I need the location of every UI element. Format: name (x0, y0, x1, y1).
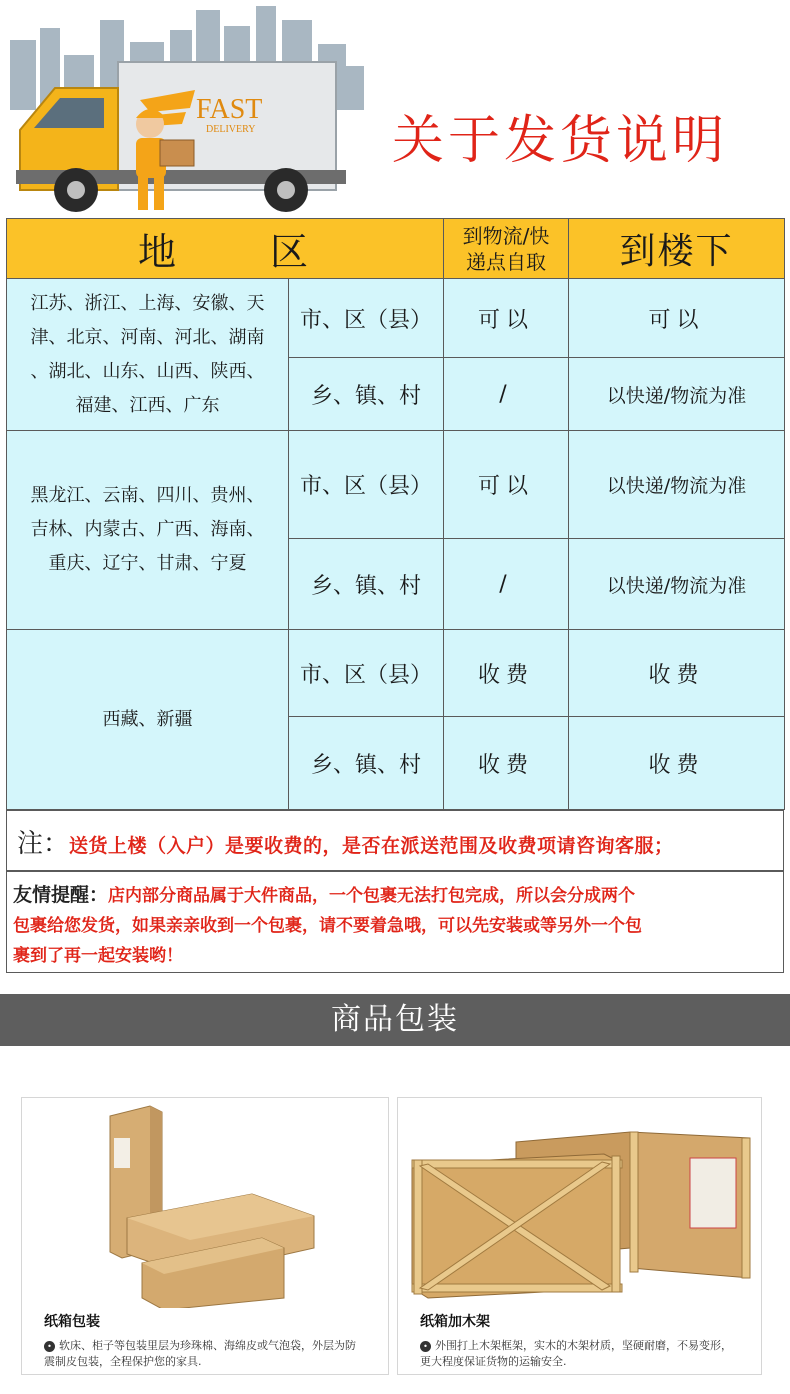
shipping-table (6, 218, 785, 810)
page-title: 关于发货说明 (392, 111, 729, 171)
area-cell: 市、区（县） (289, 630, 444, 717)
friendly-tip-label: 友情提醒： (13, 884, 109, 906)
fee-note-label: 注： (17, 829, 70, 859)
pickup-cell: 可以 (444, 279, 569, 358)
package-description: • 软床、柜子等包装里层为珍珠棉、海绵皮或气泡袋，外层为防 震制皮包装，全程保护您的家具. (44, 1339, 356, 1368)
region-cell-group-3: 西藏、新疆 (7, 630, 289, 810)
bullet-icon: • (420, 1341, 431, 1352)
pickup-cell: 收费 (444, 630, 569, 717)
region-cell-group-2: 黑龙江、云南、四川、贵州、 吉林、内蒙古、广西、海南、 重庆、辽宁、甘肃、宁夏 (7, 431, 289, 630)
area-cell: 市、区（县） (289, 279, 444, 358)
section-title: 商品包装 (331, 1002, 459, 1037)
door-cell: 以快递/物流为准 (569, 431, 785, 539)
friendly-tip-line: 店内部分商品属于大件商品，一个包裹无法打包完成，所以会分成两个 (108, 886, 636, 906)
pickup-cell: / (444, 539, 569, 630)
area-cell: 乡、镇、村 (289, 358, 444, 431)
door-cell: 收费 (569, 717, 785, 810)
area-cell: 乡、镇、村 (289, 539, 444, 630)
table-row (7, 431, 785, 539)
area-cell: 乡、镇、村 (289, 717, 444, 810)
package-title: 纸箱加木架 (420, 1314, 490, 1330)
page-header (0, 0, 790, 218)
door-cell: 以快递/物流为准 (569, 358, 785, 431)
fee-note-text: 送货上楼（入户）是要收费的，是否在派送范围及收费项请咨询客服； (69, 835, 674, 857)
area-cell: 市、区（县） (289, 431, 444, 539)
bullet-icon: • (44, 1341, 55, 1352)
table-row (7, 279, 785, 358)
package-card-wooden-frame (397, 1097, 762, 1375)
pickup-cell: 可以 (444, 431, 569, 539)
table-header-row (7, 219, 785, 279)
package-title: 纸箱包装 (44, 1314, 100, 1330)
fee-note (6, 810, 784, 871)
door-cell: 以快递/物流为准 (569, 539, 785, 630)
friendly-tip-line: 包裹给您发货，如果亲亲收到一个包裹，请不要着急哦，可以先安装或等另外一个包 (13, 916, 642, 936)
table-row (7, 630, 785, 717)
region-cell-group-1: 江苏、浙江、上海、安徽、天 津、北京、河南、河北、湖南 、湖北、山东、山西、陕西、 福建、江西、广东 (7, 279, 289, 431)
door-cell: 可以 (569, 279, 785, 358)
section-banner-packaging (0, 994, 790, 1046)
package-card-carton (21, 1097, 389, 1375)
door-cell: 收费 (569, 630, 785, 717)
friendly-tip-line: 裹到了再一起安装哟！ (13, 946, 183, 966)
truck-delivery-text: DELIVERY (206, 124, 256, 135)
carton-boxes-photo (22, 1098, 390, 1308)
header-region: 地 区 (7, 219, 444, 279)
friendly-tip (6, 871, 784, 973)
header-door-delivery: 到楼下 (569, 219, 785, 279)
package-description: • 外围打上木架框架，实木的木架材质，坚硬耐磨，不易变形， 更大程度保证货物的运输安全. (420, 1339, 732, 1368)
wood-crate-photo (398, 1098, 763, 1308)
truck-fast-text: FAST (196, 94, 263, 125)
pickup-cell: 收费 (444, 717, 569, 810)
pickup-cell: / (444, 358, 569, 431)
header-pickup: 到物流/快 递点自取 (444, 219, 569, 279)
